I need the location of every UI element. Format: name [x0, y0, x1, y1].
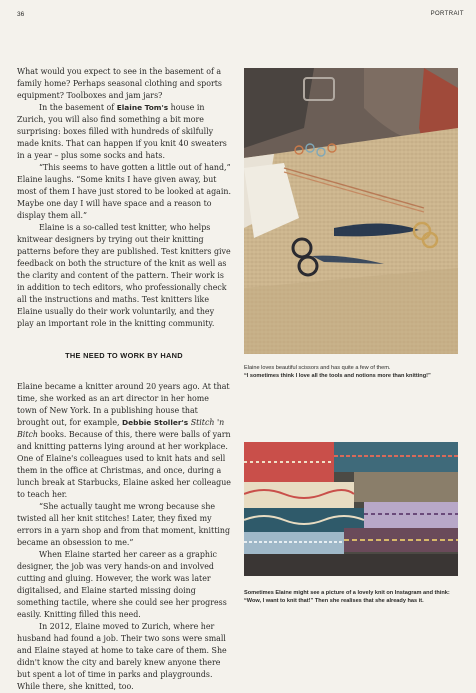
- caption-text: Elaine loves beautiful scissors and has quite a few of them.: [244, 365, 391, 371]
- subheading: THE NEED TO WORK BY HAND: [65, 351, 183, 360]
- caption-scissors: [244, 365, 462, 380]
- caption-quote: “I sometimes think I love all the tools and notions more than knitting!”: [244, 372, 431, 379]
- knits-photo: [244, 442, 458, 576]
- person-name: Debbie Stoller's: [122, 418, 189, 427]
- scissors-photo: [244, 68, 458, 354]
- paragraph: “This seems to have gotten a little out of hand,” Elaine laughs. “Some knits I have given away, but most of them I have just stored to be looked at again. Maybe one day I will have space and a reason to display them all.”: [17, 163, 231, 220]
- paragraph: In the basement of Elaine Tom's house in Zurich, you will also find something a bit more surprising: boxes filled with hundreds of skilfully made knits. That can happen if you knit 40 sweaters in a year – plus some socks and hats.: [17, 103, 227, 160]
- caption-knits: [244, 590, 462, 605]
- paragraph: What would you expect to see in the basement of a family home? Perhaps seasonal clothing and sports equipment? Toolboxes and jam jars?: [17, 67, 222, 100]
- article-body: [17, 66, 231, 693]
- paragraph: In 2012, Elaine moved to Zurich, where her husband had found a job. Their two sons were small and Elaine stayed at home to take care of them. She didn't know the city and barely knew anyone there but spent a lot of time in parks and playgrounds. While there, she knitted, too.: [17, 622, 227, 691]
- page-number: 36: [17, 11, 25, 18]
- caption-text: Sometimes Elaine might see a picture of a lovely knit on Instagram and think: “Wow, I want to knit that!” Then she realises that she already has it.: [244, 590, 450, 604]
- paragraph: When Elaine started her career as a graphic designer, the job was very hands-on and involved cutting and gluing. However, the work was later digitalised, and Elaine started missing doing something tactile, where she could see her progress easily. Knitting filled this need.: [17, 550, 227, 619]
- paragraph: Elaine became a knitter around 20 years ago. At that time, she worked as an art director in her home town of New York. In a publishing house that brought out, for example, Debbie Stoller's Stitch 'n Bitch books. Because of this, there were balls of yarn and knitting patterns lying around at her workplace. One of Elaine's colleagues used to knit hats and sell them in the office at Christmas, and once, during a lunch break at Starbucks, Elaine asked her colleague to teach her.: [17, 382, 231, 499]
- paragraph: Elaine is a so-called test knitter, who helps knitwear designers by trying out their knitting patterns before they are published. Test knitters give feedback on both the structure of the knit as well as the clarity and content of the pattern. Their work is in addition to tech editors, who professionally check all the instructions and maths. Test knitters like Elaine usually do their work voluntarily, and they play an important role in the knitting community.: [17, 223, 231, 328]
- section-label: PORTRAIT: [430, 11, 464, 17]
- paragraph: “She actually taught me wrong because she twisted all her knit stitches! Later, they fixed my errors in a yarn shop and from that moment, knitting became an obsession to me.”: [17, 502, 231, 547]
- book-title: Stitch 'n Bitch: [17, 418, 225, 439]
- person-name: Elaine Tom's: [116, 103, 169, 112]
